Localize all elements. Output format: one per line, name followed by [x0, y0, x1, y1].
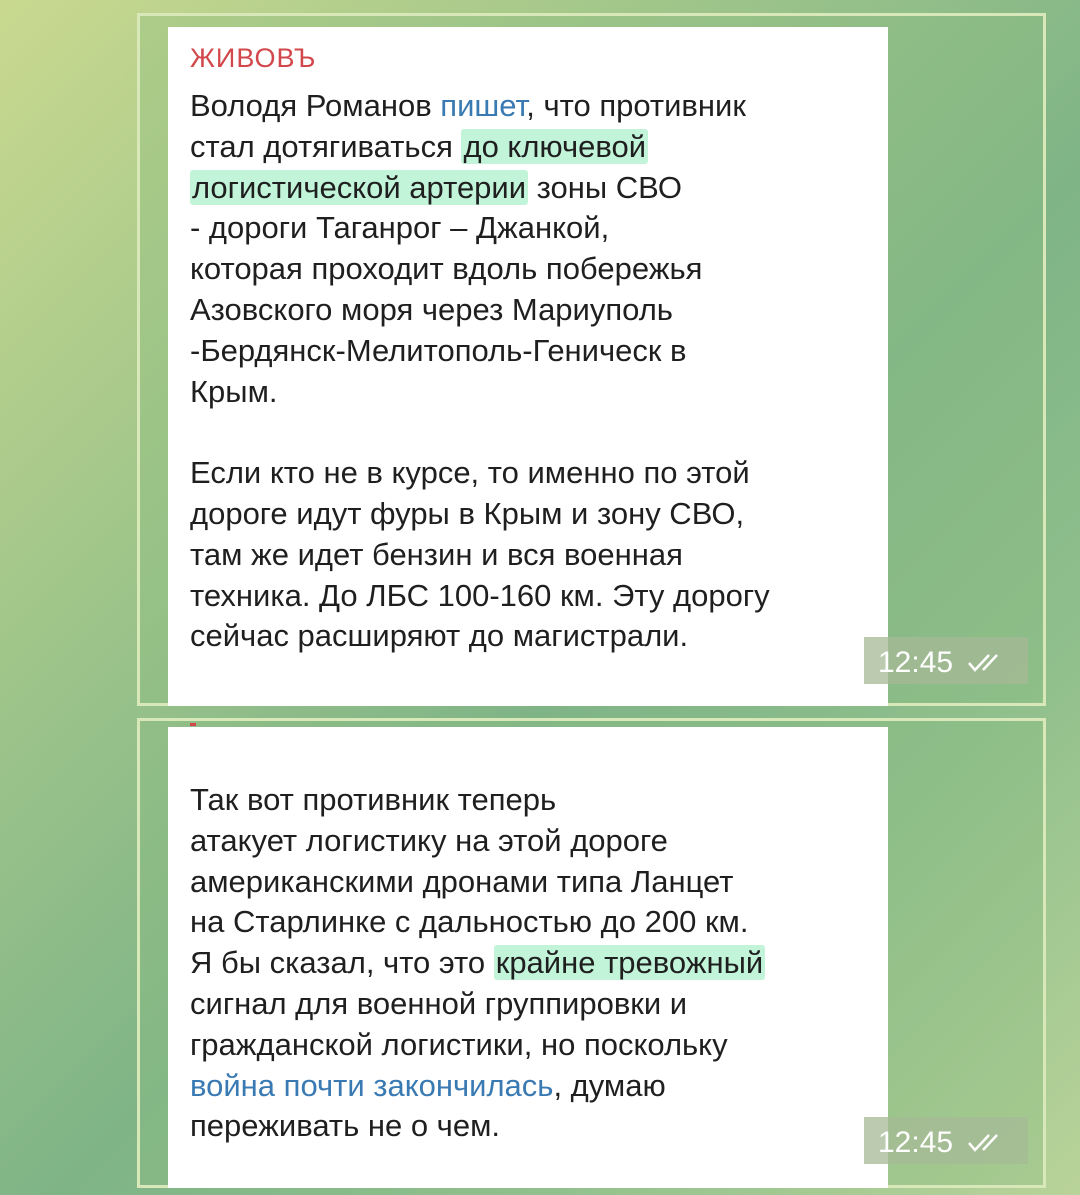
text-line	[190, 494, 880, 535]
message-bubble-2[interactable]	[168, 727, 888, 1188]
text-line	[190, 208, 880, 249]
text-line	[190, 821, 880, 862]
message-time-badge	[864, 637, 1028, 684]
text-line	[190, 984, 880, 1025]
text-segment: переживать не о чем.	[190, 1108, 500, 1144]
text-line	[190, 453, 880, 494]
text-line	[190, 1106, 880, 1147]
text-line	[190, 1066, 880, 1107]
text-segment: - дороги Таганрог – Джанкой,	[190, 210, 610, 246]
text-segment: , что противник	[526, 88, 746, 123]
text-segment: которая проходит вдоль побережья	[190, 251, 703, 287]
text-segment: Володя Романов	[190, 88, 441, 123]
message-text	[190, 86, 880, 657]
text-segment: там же идет бензин и вся военная	[190, 536, 683, 572]
text-line	[190, 331, 880, 372]
message-text	[190, 780, 880, 1147]
text-line	[190, 127, 880, 168]
text-line	[190, 862, 880, 903]
double-check-icon	[967, 651, 1007, 673]
text-segment: сигнал для военной группировки и	[190, 985, 688, 1021]
text-line	[190, 616, 880, 657]
text-line	[190, 372, 880, 413]
sender-name-fragment	[190, 723, 196, 726]
text-segment: Так вот противник теперь	[190, 782, 557, 817]
message-link[interactable]: пишет	[440, 88, 527, 123]
text-line	[190, 249, 880, 290]
text-segment: Если кто не в курсе, то именно по этой	[190, 455, 750, 491]
text-line	[190, 290, 880, 331]
message-time: 12:45	[878, 645, 954, 679]
text-line	[190, 780, 880, 821]
highlighted-text: логистической артерии	[192, 169, 527, 205]
text-line	[190, 1025, 880, 1066]
text-segment: Крым.	[190, 373, 278, 409]
text-segment: гражданской логистики, но поскольку	[190, 1026, 728, 1062]
text-line	[190, 86, 880, 127]
text-segment: стал дотягиваться	[190, 128, 462, 164]
text-line	[190, 535, 880, 576]
text-segment: , думаю	[553, 1067, 666, 1103]
text-segment: техника. До ЛБС 100-160 км. Эту дорогу	[190, 577, 770, 613]
text-line	[190, 168, 880, 209]
sender-name[interactable]: ЖИВОВЪ	[190, 43, 317, 73]
text-line	[190, 943, 880, 984]
text-segment: Азовского моря через Мариуполь	[190, 291, 673, 327]
text-line	[190, 576, 880, 617]
text-line	[190, 902, 880, 943]
paragraph-gap	[190, 412, 880, 453]
message-time-badge	[864, 1117, 1028, 1164]
text-segment: дороге идут фуры в Крым и зону СВО,	[190, 495, 745, 531]
text-segment: на Старлинке с дальностью до 200 км.	[190, 904, 749, 940]
text-segment: сейчас расширяют до магистрали.	[190, 618, 689, 654]
double-check-icon	[967, 1131, 1007, 1153]
highlighted-text: крайне тревожный	[495, 945, 764, 981]
message-bubble-1[interactable]	[168, 27, 888, 706]
message-time: 12:45	[878, 1125, 954, 1159]
text-segment: зоны СВО	[528, 169, 682, 205]
highlighted-text: до ключевой	[463, 128, 647, 164]
text-segment: -Бердянск-Мелитополь-Геническ в	[190, 332, 687, 368]
text-segment: Я бы сказал, что это	[190, 945, 494, 981]
text-segment: американскими дронами типа Ланцет	[190, 863, 734, 899]
text-segment: атакует логистику на этой дороге	[190, 822, 668, 858]
message-link[interactable]: война почти закончилась	[190, 1067, 554, 1103]
